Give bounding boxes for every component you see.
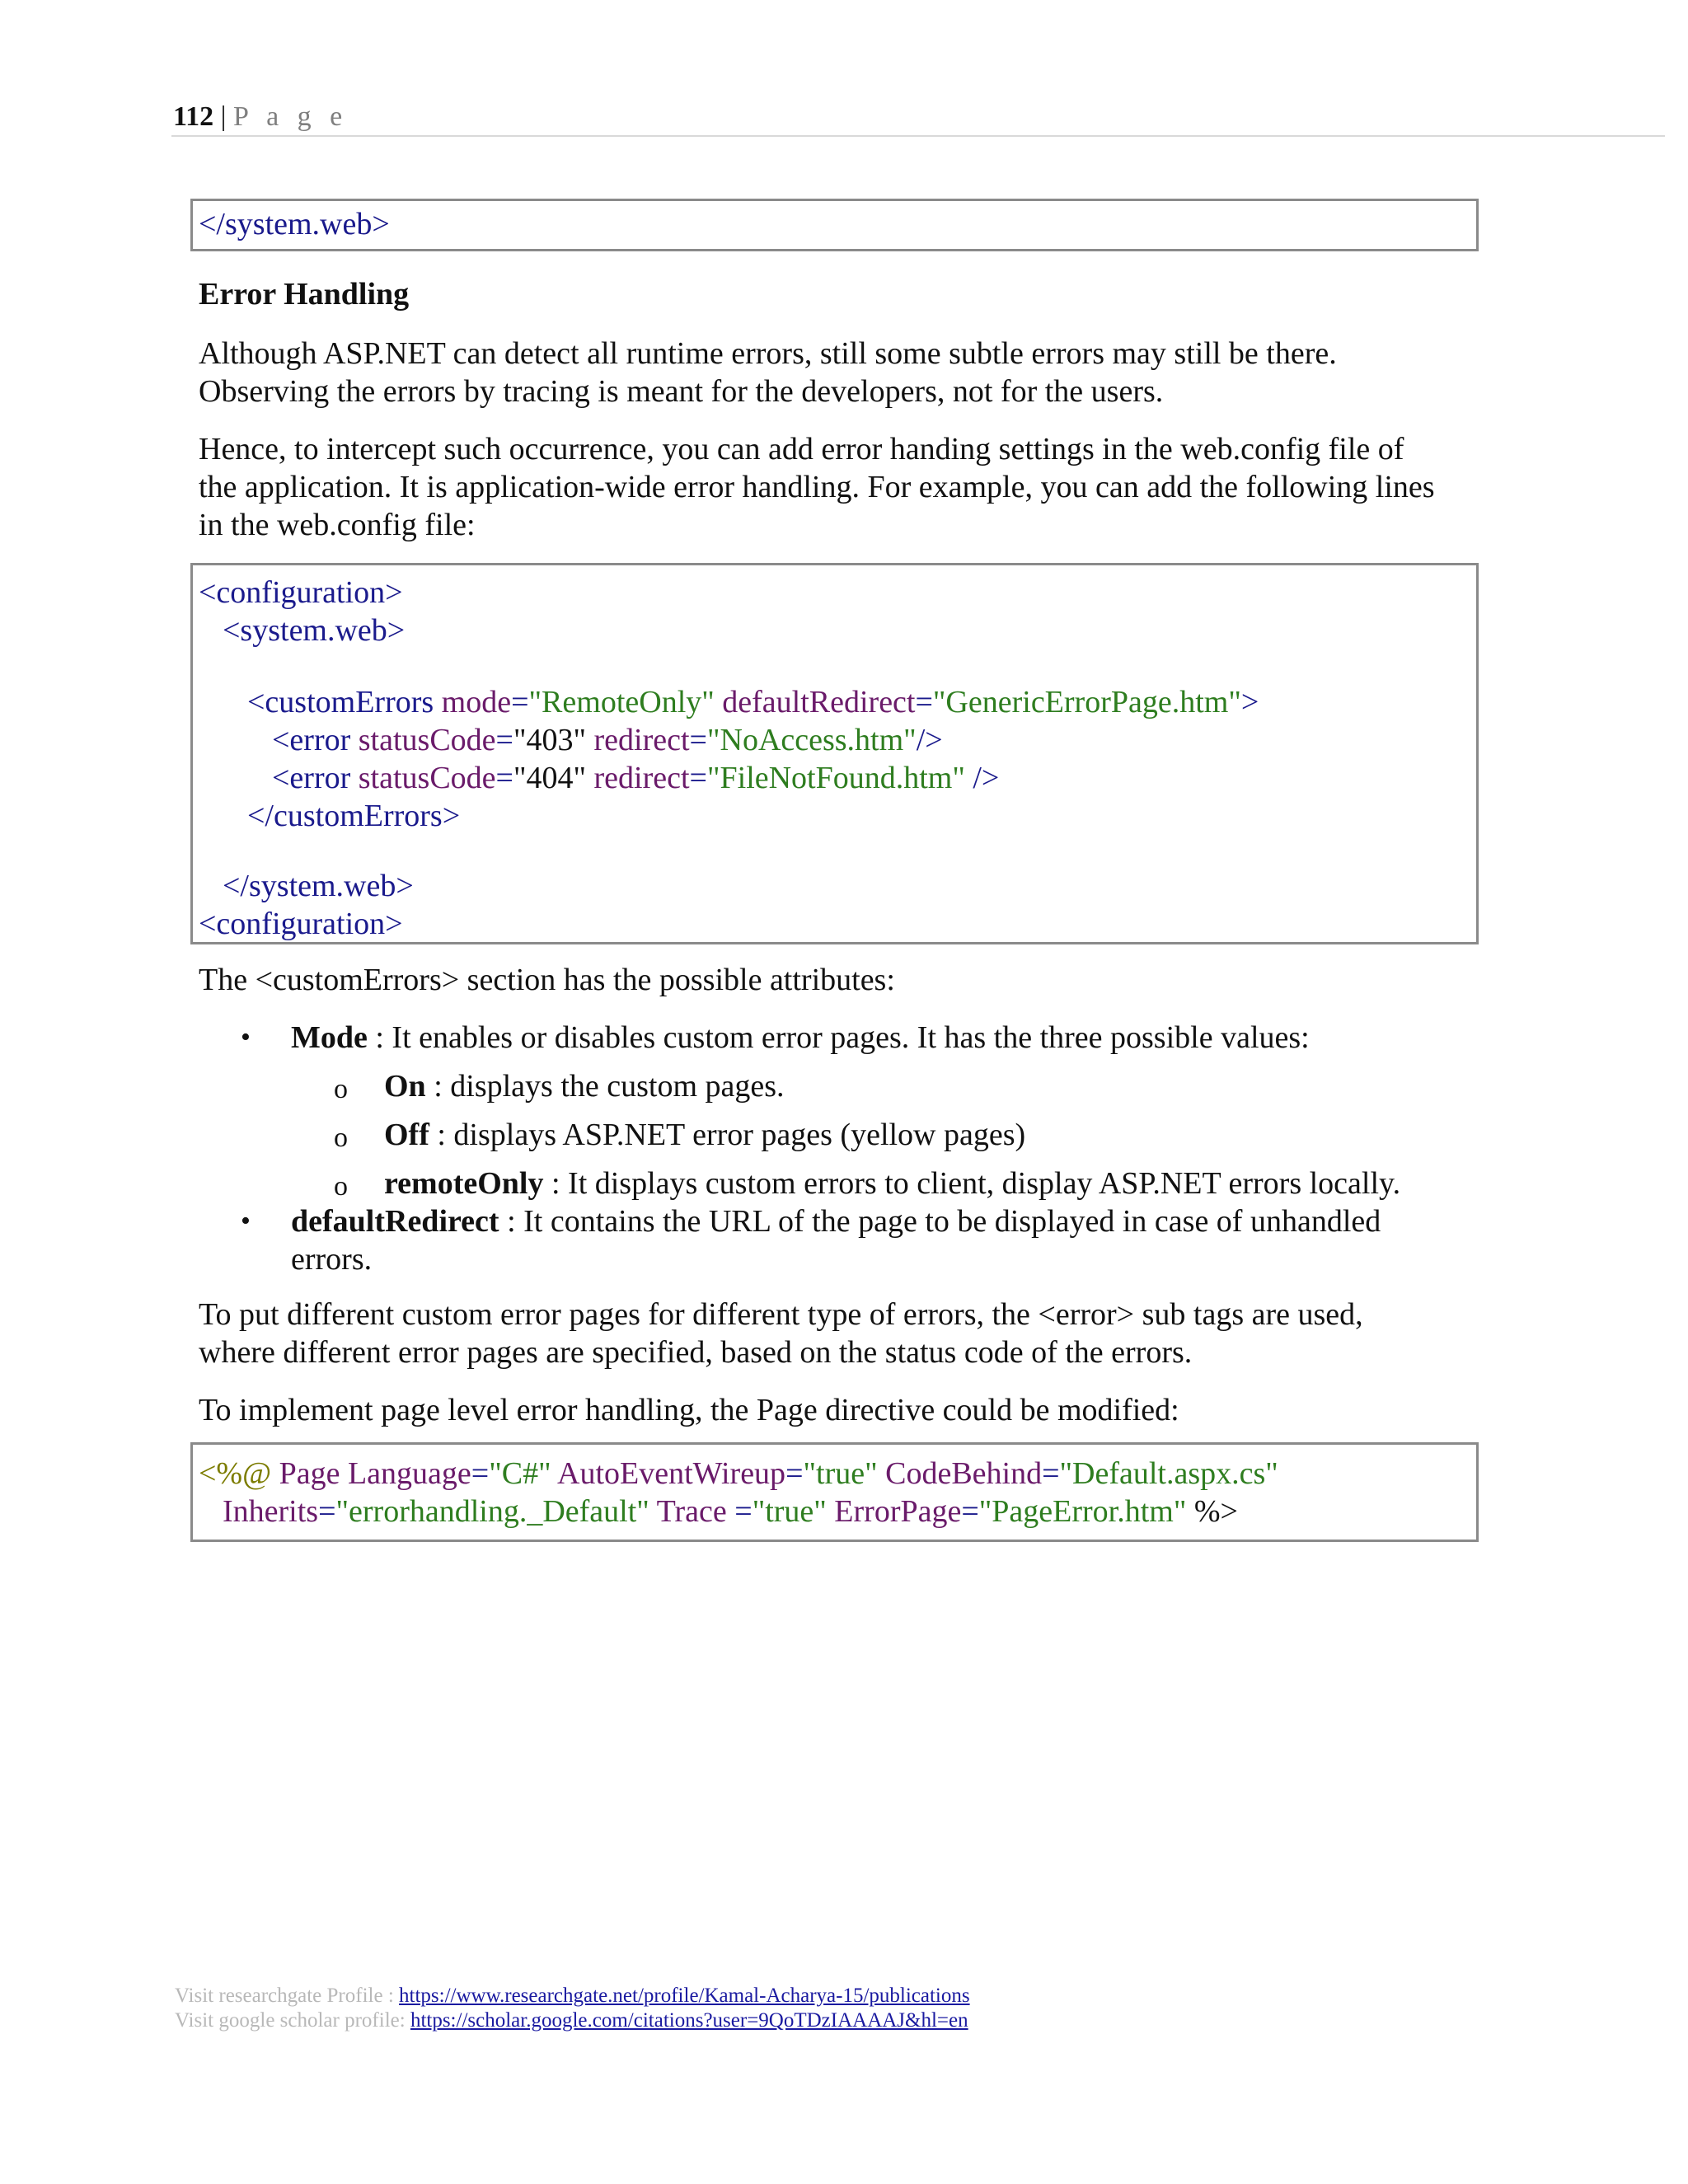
scholar-link[interactable]: https://scholar.google.com/citations?user=9QoTDzIAAAAJ&hl=en [410, 2009, 968, 2032]
researchgate-link[interactable]: https://www.researchgate.net/profile/Kamal-Acharya-15/publications [399, 1985, 970, 2007]
page-header [173, 97, 348, 137]
code-system-web-open: <system.web> [223, 613, 406, 648]
header-divider [171, 135, 1665, 137]
paragraph-line: Although ASP.NET can detect all runtime errors, still some subtle errors may still be there. [199, 336, 1337, 371]
list-item-default-redirect-cont: errors. [291, 1242, 373, 1277]
paragraph-line: Hence, to intercept such occurrence, you can add error handing settings in the web.config file of [199, 432, 1404, 466]
page-separator: | [220, 101, 227, 132]
section-heading: Error Handling [199, 277, 410, 312]
page-number: 112 [173, 101, 214, 132]
list-item-remote-only: remoteOnly : It displays custom errors to client, display ASP.NET errors locally. [384, 1166, 1401, 1201]
paragraph-line: the application. It is application-wide error handling. For example, you can add the following lines [199, 470, 1435, 504]
code-directive-line-1: <%@ Page Language="C#" AutoEventWireup="true" CodeBehind="Default.aspx.cs" [199, 1456, 1278, 1491]
attributes-intro: The <customErrors> section has the possible attributes: [199, 963, 895, 997]
sub-bullet: o [334, 1074, 348, 1104]
list-item-mode: Mode : It enables or disables custom error pages. It has the three possible values: [291, 1020, 1310, 1055]
list-item-off: Off : displays ASP.NET error pages (yellow pages) [384, 1118, 1026, 1152]
footer-scholar [175, 2008, 968, 2033]
list-item-on: On : displays the custom pages. [384, 1069, 785, 1104]
code-error-403: <error statusCode="403" redirect="NoAccess.htm"/> [272, 723, 943, 757]
footer-researchgate [175, 1984, 970, 2008]
code-config-close: <configuration> [199, 907, 403, 941]
paragraph-line: in the web.config file: [199, 508, 476, 542]
footer-label: Visit google scholar profile: [175, 2009, 410, 2032]
paragraph-line: To implement page level error handling, the Page directive could be modified: [199, 1393, 1179, 1427]
footer-label: Visit researchgate Profile : [175, 1985, 400, 2007]
code-error-404: <error statusCode="404" redirect="FileNotFound.htm" /> [272, 761, 1000, 795]
list-item-default-redirect: defaultRedirect : It contains the URL of the page to be displayed in case of unhandled [291, 1204, 1381, 1239]
paragraph-line: where different error pages are specified, based on the status code of the errors. [199, 1335, 1193, 1370]
bullet: • [241, 1206, 251, 1236]
paragraph-line: Observing the errors by tracing is meant for the developers, not for the users. [199, 374, 1164, 409]
code-custom-errors-open: <customErrors mode="RemoteOnly" defaultRedirect="GenericErrorPage.htm"> [247, 685, 1259, 719]
code-config-open: <configuration> [199, 575, 403, 610]
sub-bullet: o [334, 1122, 348, 1153]
code-system-web-close: </system.web> [223, 869, 414, 903]
code-custom-errors-close: </customErrors> [247, 799, 461, 833]
code-line: </system.web> [199, 207, 390, 241]
paragraph-line: To put different custom error pages for different type of errors, the <error> sub tags are used, [199, 1297, 1363, 1332]
page-word: P a g e [232, 101, 349, 132]
bullet: • [241, 1022, 251, 1052]
code-directive-line-2: Inherits="errorhandling._Default" Trace ="true" ErrorPage="PageError.htm" %> [223, 1494, 1238, 1529]
sub-bullet: o [334, 1171, 348, 1202]
